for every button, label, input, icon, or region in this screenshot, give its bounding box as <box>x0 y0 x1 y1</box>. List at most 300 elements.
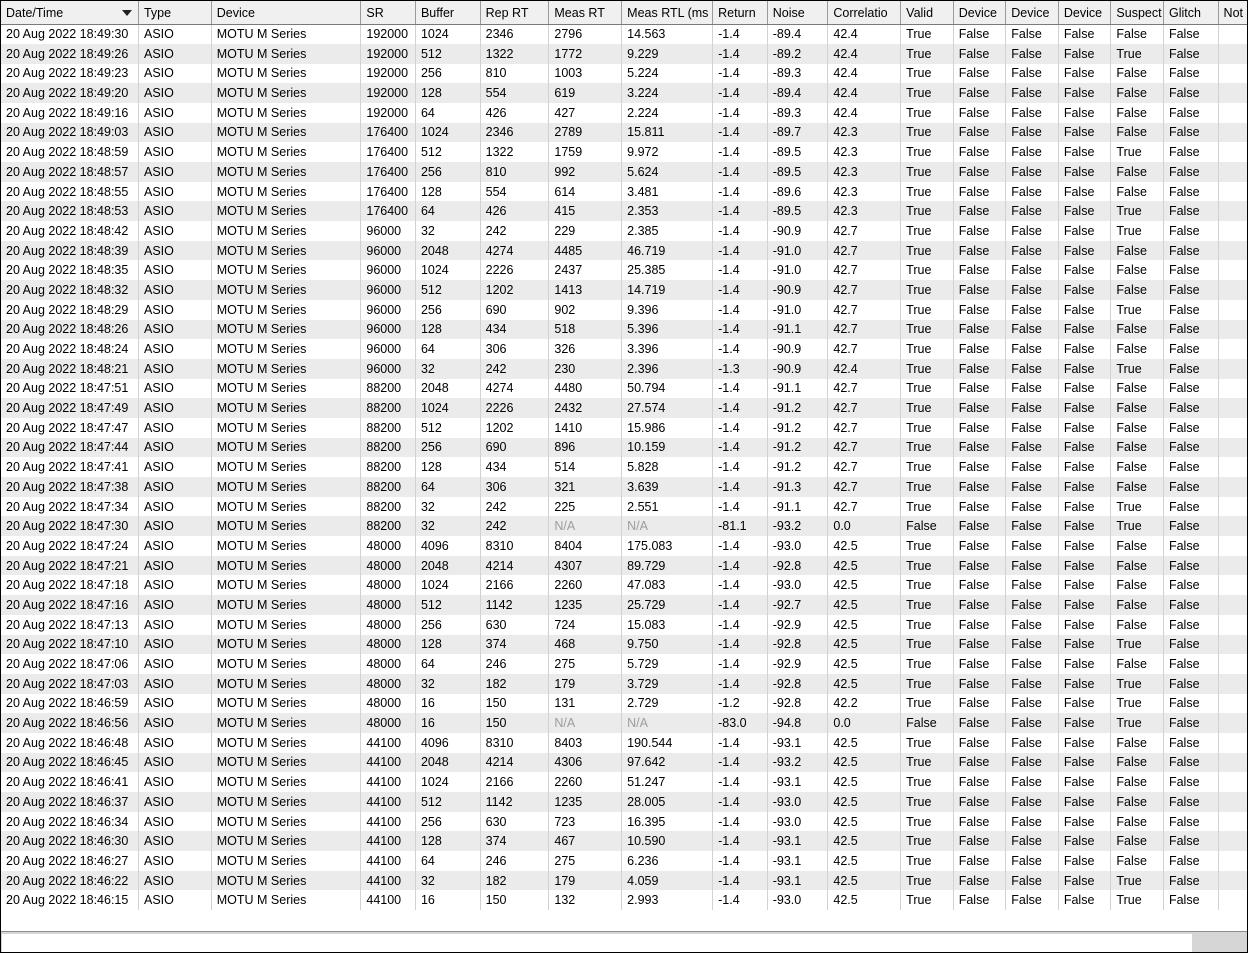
column-header-17[interactable] <box>1218 1 1248 24</box>
table-cell: False <box>953 260 1006 280</box>
table-row[interactable] <box>1 379 1248 399</box>
table-cell: True <box>901 162 954 182</box>
table-cell: 256 <box>415 615 480 635</box>
table-cell: ASIO <box>138 654 211 674</box>
table-cell: False <box>953 497 1006 517</box>
column-header-5[interactable] <box>480 1 549 24</box>
table-cell: 176400 <box>361 162 416 182</box>
table-cell: False <box>1163 438 1218 458</box>
table-cell: -89.6 <box>767 182 828 202</box>
table-cell: 32 <box>415 221 480 241</box>
table-cell: 20 Aug 2022 18:49:30 <box>1 24 138 44</box>
table-cell: True <box>901 654 954 674</box>
table-cell: False <box>953 595 1006 615</box>
table-cell: 96000 <box>361 359 416 379</box>
table-cell: 9.750 <box>622 635 713 655</box>
table-cell: 20 Aug 2022 18:47:16 <box>1 595 138 615</box>
table-cell: 374 <box>480 635 549 655</box>
table-cell: ASIO <box>138 182 211 202</box>
table-cell: 512 <box>415 792 480 812</box>
table-cell: 246 <box>480 851 549 871</box>
table-row[interactable] <box>1 123 1248 143</box>
table-cell: False <box>953 320 1006 340</box>
table-cell: 32 <box>415 497 480 517</box>
table-cell: 64 <box>415 201 480 221</box>
table-cell: 32 <box>415 674 480 694</box>
table-cell: False <box>1058 103 1111 123</box>
table-cell: False <box>1058 379 1111 399</box>
table-row[interactable] <box>1 694 1248 714</box>
table-row[interactable] <box>1 871 1248 891</box>
table-cell: False <box>1111 556 1164 576</box>
table-cell: 326 <box>549 339 622 359</box>
column-header-16[interactable] <box>1163 1 1218 24</box>
table-cell: 42.3 <box>828 162 901 182</box>
results-table <box>1 1 1248 910</box>
table-cell: False <box>1111 398 1164 418</box>
column-header-9[interactable] <box>767 1 828 24</box>
table-cell: -1.4 <box>713 792 768 812</box>
table-cell: False <box>953 201 1006 221</box>
table-cell: -89.5 <box>767 162 828 182</box>
table-cell <box>1218 103 1248 123</box>
table-cell: -93.0 <box>767 575 828 595</box>
table-cell: ASIO <box>138 792 211 812</box>
table-cell: MOTU M Series <box>211 674 361 694</box>
table-cell: 42.5 <box>828 753 901 773</box>
table-cell: ASIO <box>138 320 211 340</box>
table-cell: False <box>1006 182 1059 202</box>
table-cell: 20 Aug 2022 18:47:30 <box>1 516 138 536</box>
table-cell: False <box>1006 812 1059 832</box>
table-cell <box>1218 64 1248 84</box>
table-cell: -1.4 <box>713 64 768 84</box>
table-cell: 1024 <box>415 123 480 143</box>
table-row[interactable] <box>1 772 1248 792</box>
column-header-label: Return <box>718 5 756 20</box>
table-cell: False <box>1163 812 1218 832</box>
table-cell: 42.5 <box>828 575 901 595</box>
table-cell: True <box>901 103 954 123</box>
column-header-4[interactable] <box>415 1 480 24</box>
table-cell: False <box>1163 615 1218 635</box>
table-cell: True <box>1111 635 1164 655</box>
table-cell: ASIO <box>138 379 211 399</box>
table-cell: False <box>1163 339 1218 359</box>
table-cell: 42.4 <box>828 24 901 44</box>
table-row[interactable] <box>1 516 1248 536</box>
table-cell: ASIO <box>138 64 211 84</box>
table-row[interactable] <box>1 890 1248 910</box>
table-cell: MOTU M Series <box>211 733 361 753</box>
table-header <box>1 1 1248 24</box>
table-cell: ASIO <box>138 260 211 280</box>
table-cell: 20 Aug 2022 18:48:32 <box>1 280 138 300</box>
table-cell: False <box>1058 339 1111 359</box>
table-cell: False <box>1163 83 1218 103</box>
column-header-13[interactable] <box>1006 1 1059 24</box>
column-header-7[interactable] <box>622 1 713 24</box>
table-cell: False <box>1006 24 1059 44</box>
horizontal-scrollbar-thumb[interactable] <box>2 934 1192 952</box>
results-table-scroll-area[interactable] <box>1 1 1248 931</box>
table-row[interactable] <box>1 851 1248 871</box>
column-header-label: Type <box>143 5 172 20</box>
table-row[interactable] <box>1 792 1248 812</box>
table-cell: MOTU M Series <box>211 654 361 674</box>
table-cell: 2.353 <box>622 201 713 221</box>
table-row[interactable] <box>1 182 1248 202</box>
table-cell <box>1218 674 1248 694</box>
table-cell: -1.4 <box>713 241 768 261</box>
table-cell: False <box>1111 320 1164 340</box>
table-row[interactable] <box>1 477 1248 497</box>
table-row[interactable] <box>1 221 1248 241</box>
table-row[interactable] <box>1 733 1248 753</box>
column-header-0[interactable] <box>1 1 138 24</box>
table-cell: -91.0 <box>767 260 828 280</box>
table-cell: True <box>1111 674 1164 694</box>
table-cell: False <box>1006 575 1059 595</box>
table-cell: 467 <box>549 831 622 851</box>
table-row[interactable] <box>1 457 1248 477</box>
column-header-6[interactable] <box>549 1 622 24</box>
table-cell: True <box>901 457 954 477</box>
table-cell: False <box>1163 24 1218 44</box>
table-cell: 256 <box>415 64 480 84</box>
table-cell: 44100 <box>361 812 416 832</box>
table-cell: -1.4 <box>713 398 768 418</box>
table-cell: 1759 <box>549 142 622 162</box>
table-cell: False <box>1163 792 1218 812</box>
table-cell: False <box>953 280 1006 300</box>
table-cell: 176400 <box>361 123 416 143</box>
table-cell: 2048 <box>415 241 480 261</box>
table-cell: False <box>1111 162 1164 182</box>
column-header-3[interactable] <box>361 1 416 24</box>
table-cell: MOTU M Series <box>211 83 361 103</box>
table-row[interactable] <box>1 44 1248 64</box>
table-row[interactable] <box>1 812 1248 832</box>
table-cell: 630 <box>480 615 549 635</box>
table-cell: False <box>1006 103 1059 123</box>
table-cell: N/A <box>622 516 713 536</box>
table-cell: 42.5 <box>828 733 901 753</box>
table-cell: 25.729 <box>622 595 713 615</box>
table-cell: -1.4 <box>713 733 768 753</box>
table-cell: False <box>1058 477 1111 497</box>
table-cell: MOTU M Series <box>211 398 361 418</box>
table-cell: -1.4 <box>713 182 768 202</box>
table-row[interactable] <box>1 162 1248 182</box>
table-cell: 42.7 <box>828 438 901 458</box>
table-cell: -1.4 <box>713 674 768 694</box>
table-cell: 20 Aug 2022 18:48:39 <box>1 241 138 261</box>
table-cell: True <box>901 477 954 497</box>
table-cell: 10.590 <box>622 831 713 851</box>
table-cell: True <box>1111 142 1164 162</box>
table-cell <box>1218 260 1248 280</box>
table-cell: ASIO <box>138 871 211 891</box>
table-cell: False <box>1111 733 1164 753</box>
table-cell: False <box>1058 831 1111 851</box>
table-cell: 2432 <box>549 398 622 418</box>
table-cell: ASIO <box>138 556 211 576</box>
column-header-8[interactable] <box>713 1 768 24</box>
table-cell: False <box>1163 477 1218 497</box>
table-cell: -1.4 <box>713 536 768 556</box>
table-cell: 88200 <box>361 516 416 536</box>
table-row[interactable] <box>1 339 1248 359</box>
table-cell: -92.7 <box>767 595 828 615</box>
table-cell: 42.4 <box>828 44 901 64</box>
table-row[interactable] <box>1 753 1248 773</box>
table-cell: False <box>1058 64 1111 84</box>
table-cell <box>1218 221 1248 241</box>
table-row[interactable] <box>1 497 1248 517</box>
table-cell <box>1218 536 1248 556</box>
table-cell: 1024 <box>415 24 480 44</box>
table-cell: True <box>1111 516 1164 536</box>
table-cell: False <box>1163 575 1218 595</box>
table-row[interactable] <box>1 713 1248 733</box>
table-cell: True <box>901 556 954 576</box>
table-row[interactable] <box>1 359 1248 379</box>
table-cell <box>1218 123 1248 143</box>
table-cell: 20 Aug 2022 18:47:38 <box>1 477 138 497</box>
table-cell: 192000 <box>361 64 416 84</box>
table-cell: ASIO <box>138 575 211 595</box>
column-header-15[interactable] <box>1111 1 1164 24</box>
table-cell: 690 <box>480 300 549 320</box>
table-cell: -1.4 <box>713 753 768 773</box>
table-cell: 28.005 <box>622 792 713 812</box>
table-cell: 426 <box>480 201 549 221</box>
table-row[interactable] <box>1 536 1248 556</box>
table-cell: True <box>901 359 954 379</box>
table-row[interactable] <box>1 241 1248 261</box>
table-row[interactable] <box>1 615 1248 635</box>
table-cell: False <box>1058 792 1111 812</box>
table-cell: 48000 <box>361 556 416 576</box>
table-cell: False <box>1006 772 1059 792</box>
table-cell: 20 Aug 2022 18:47:10 <box>1 635 138 655</box>
table-cell: False <box>1111 753 1164 773</box>
table-row[interactable] <box>1 24 1248 44</box>
table-cell: 46.719 <box>622 241 713 261</box>
table-row[interactable] <box>1 103 1248 123</box>
table-cell: 128 <box>415 320 480 340</box>
table-cell: True <box>901 182 954 202</box>
table-cell: 20 Aug 2022 18:46:48 <box>1 733 138 753</box>
table-row[interactable] <box>1 654 1248 674</box>
table-row[interactable] <box>1 280 1248 300</box>
table-cell: True <box>901 201 954 221</box>
table-cell: MOTU M Series <box>211 221 361 241</box>
table-cell <box>1218 44 1248 64</box>
table-cell: 1024 <box>415 398 480 418</box>
table-row[interactable] <box>1 142 1248 162</box>
table-cell: False <box>1006 320 1059 340</box>
table-row[interactable] <box>1 398 1248 418</box>
table-cell: 724 <box>549 615 622 635</box>
table-cell: False <box>1058 241 1111 261</box>
table-cell: False <box>1006 713 1059 733</box>
table-row[interactable] <box>1 260 1248 280</box>
table-cell: -90.9 <box>767 221 828 241</box>
table-cell: False <box>1006 654 1059 674</box>
table-cell: ASIO <box>138 851 211 871</box>
table-cell: False <box>953 733 1006 753</box>
table-cell: 20 Aug 2022 18:47:24 <box>1 536 138 556</box>
table-cell: 2048 <box>415 753 480 773</box>
table-cell: False <box>1058 556 1111 576</box>
table-cell: MOTU M Series <box>211 438 361 458</box>
column-header-10[interactable] <box>828 1 901 24</box>
horizontal-scrollbar[interactable] <box>1 931 1248 953</box>
table-cell: 0.0 <box>828 713 901 733</box>
table-cell: False <box>1058 44 1111 64</box>
table-cell: False <box>1006 300 1059 320</box>
table-cell <box>1218 733 1248 753</box>
table-cell <box>1218 871 1248 891</box>
table-cell: 42.5 <box>828 812 901 832</box>
table-cell: 3.639 <box>622 477 713 497</box>
table-cell: 20 Aug 2022 18:46:56 <box>1 713 138 733</box>
table-cell: False <box>1163 831 1218 851</box>
table-cell: 128 <box>415 831 480 851</box>
table-cell <box>1218 182 1248 202</box>
table-cell: False <box>1006 201 1059 221</box>
column-header-label: Device <box>216 5 255 20</box>
column-header-label: Glitch <box>1168 5 1201 20</box>
table-cell: 44100 <box>361 890 416 910</box>
table-cell: 42.7 <box>828 457 901 477</box>
table-cell: False <box>1058 201 1111 221</box>
table-cell: 16 <box>415 890 480 910</box>
table-cell: 88200 <box>361 398 416 418</box>
table-cell: -93.0 <box>767 536 828 556</box>
table-cell: ASIO <box>138 438 211 458</box>
table-cell: 88200 <box>361 379 416 399</box>
table-row[interactable] <box>1 83 1248 103</box>
table-cell: False <box>953 772 1006 792</box>
column-header-label: Correlatio <box>833 5 888 20</box>
table-cell: MOTU M Series <box>211 162 361 182</box>
table-cell: 48000 <box>361 615 416 635</box>
table-row[interactable] <box>1 320 1248 340</box>
table-cell: False <box>1111 64 1164 84</box>
table-cell: MOTU M Series <box>211 694 361 714</box>
table-cell: 4.059 <box>622 871 713 891</box>
table-cell: 42.4 <box>828 103 901 123</box>
table-cell: 44100 <box>361 772 416 792</box>
table-cell: False <box>1111 851 1164 871</box>
table-cell: False <box>1111 379 1164 399</box>
table-cell: 4214 <box>480 753 549 773</box>
table-cell: False <box>1058 871 1111 891</box>
table-cell: 42.7 <box>828 280 901 300</box>
table-cell: 20 Aug 2022 18:47:21 <box>1 556 138 576</box>
column-header-2[interactable] <box>211 1 361 24</box>
table-cell: False <box>1006 64 1059 84</box>
table-cell: 4096 <box>415 733 480 753</box>
table-row[interactable] <box>1 674 1248 694</box>
table-cell <box>1218 320 1248 340</box>
table-cell: 32 <box>415 871 480 891</box>
table-cell: 96000 <box>361 320 416 340</box>
table-cell: 48000 <box>361 536 416 556</box>
table-cell: False <box>1058 575 1111 595</box>
table-cell: 42.5 <box>828 635 901 655</box>
table-cell: 20 Aug 2022 18:47:34 <box>1 497 138 517</box>
table-cell: 182 <box>480 674 549 694</box>
column-header-1[interactable] <box>138 1 211 24</box>
table-cell: False <box>1163 654 1218 674</box>
table-row[interactable] <box>1 64 1248 84</box>
table-cell: ASIO <box>138 772 211 792</box>
table-cell: 619 <box>549 83 622 103</box>
table-cell: 25.385 <box>622 260 713 280</box>
table-cell: False <box>1163 536 1218 556</box>
table-cell: 20 Aug 2022 18:47:49 <box>1 398 138 418</box>
table-cell: False <box>1111 280 1164 300</box>
table-cell: False <box>1058 123 1111 143</box>
table-cell: ASIO <box>138 516 211 536</box>
table-cell: True <box>901 753 954 773</box>
table-cell: False <box>1111 595 1164 615</box>
table-row[interactable] <box>1 201 1248 221</box>
table-cell: -89.2 <box>767 44 828 64</box>
table-cell: False <box>1163 280 1218 300</box>
table-cell: 8310 <box>480 733 549 753</box>
table-cell: True <box>901 280 954 300</box>
table-cell: False <box>1058 300 1111 320</box>
table-row[interactable] <box>1 635 1248 655</box>
column-header-12[interactable] <box>953 1 1006 24</box>
table-cell: False <box>1006 438 1059 458</box>
table-cell: MOTU M Series <box>211 595 361 615</box>
table-cell: 20 Aug 2022 18:46:45 <box>1 753 138 773</box>
table-row[interactable] <box>1 575 1248 595</box>
table-cell: False <box>1111 772 1164 792</box>
column-header-14[interactable] <box>1058 1 1111 24</box>
table-cell: False <box>1058 536 1111 556</box>
table-cell: -92.9 <box>767 654 828 674</box>
table-cell: 15.811 <box>622 123 713 143</box>
table-cell: False <box>1006 890 1059 910</box>
table-cell: 896 <box>549 438 622 458</box>
table-cell: -93.1 <box>767 772 828 792</box>
table-cell: False <box>1006 556 1059 576</box>
table-row[interactable] <box>1 595 1248 615</box>
table-cell: False <box>1058 457 1111 477</box>
table-row[interactable] <box>1 831 1248 851</box>
table-row[interactable] <box>1 556 1248 576</box>
table-cell: False <box>1006 635 1059 655</box>
column-header-11[interactable] <box>901 1 954 24</box>
table-cell: 44100 <box>361 753 416 773</box>
table-cell: 88200 <box>361 497 416 517</box>
table-row[interactable] <box>1 438 1248 458</box>
table-cell: 2.385 <box>622 221 713 241</box>
table-cell: False <box>1111 418 1164 438</box>
table-cell: ASIO <box>138 162 211 182</box>
table-row[interactable] <box>1 418 1248 438</box>
table-row[interactable] <box>1 300 1248 320</box>
table-cell: MOTU M Series <box>211 457 361 477</box>
table-cell <box>1218 497 1248 517</box>
